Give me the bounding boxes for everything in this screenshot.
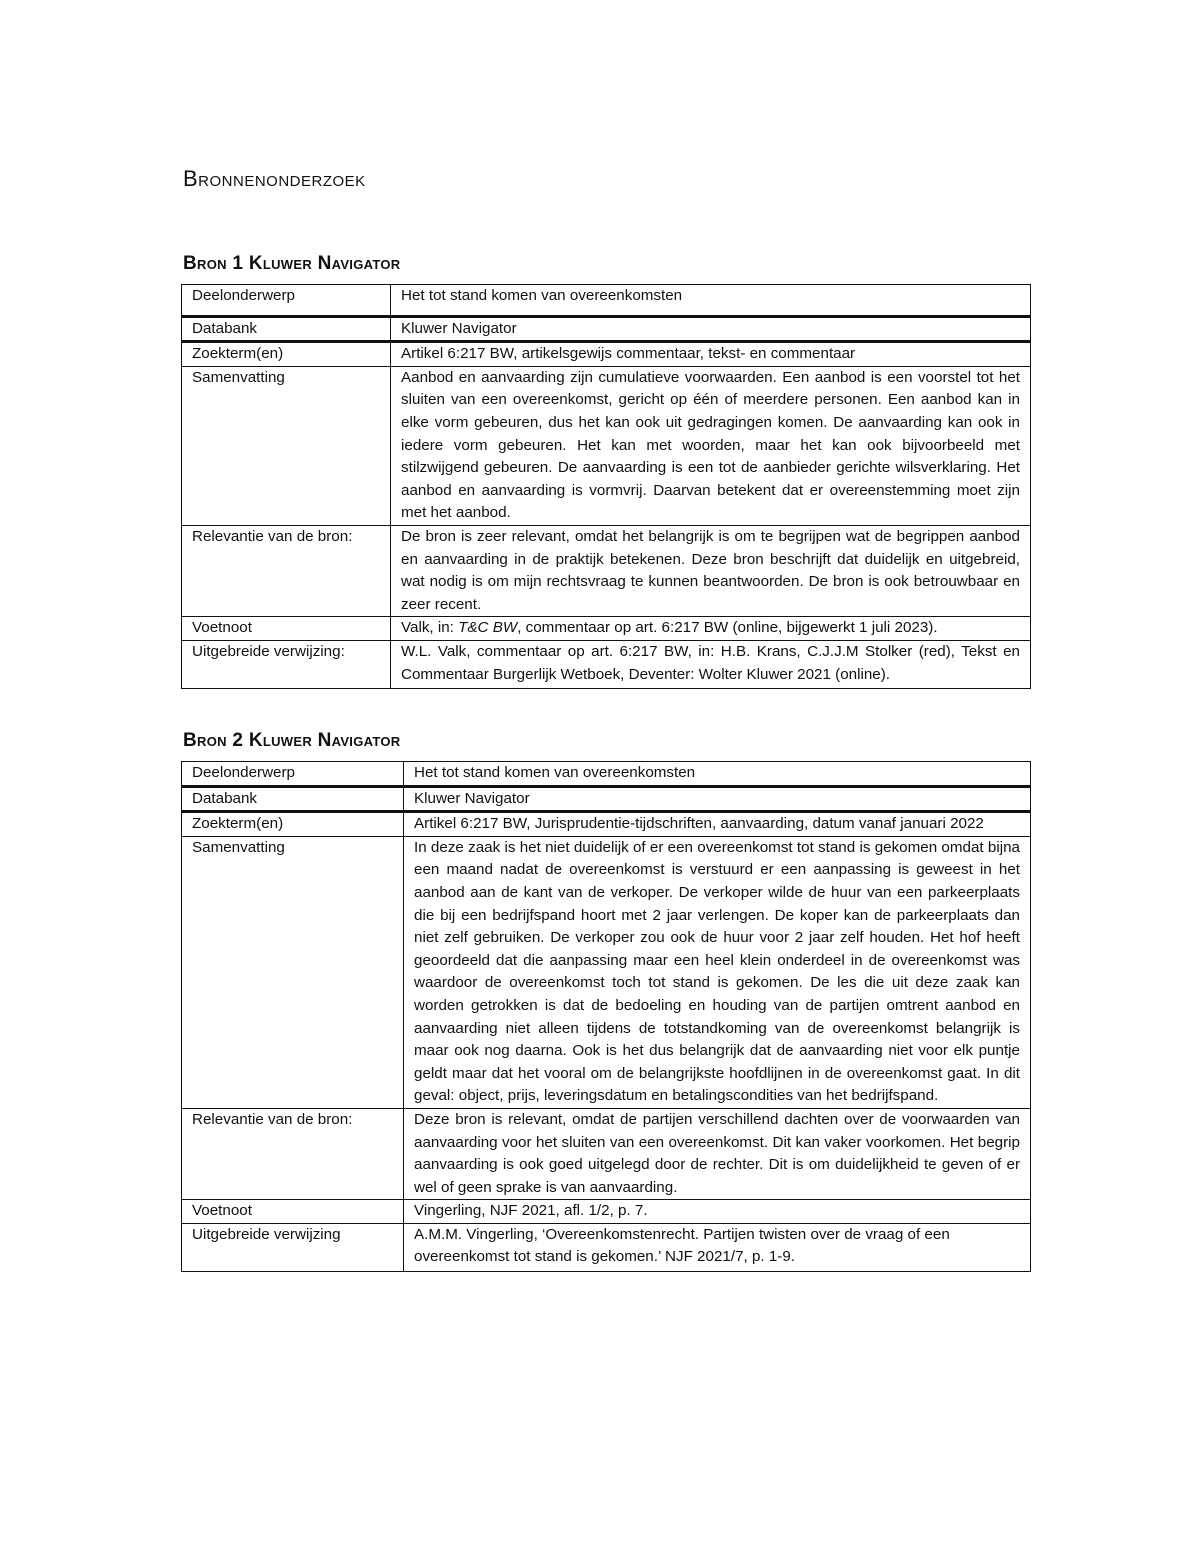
voetnoot-suffix: , commentaar op art. 6:217 BW (online, bijgewerkt 1 juli 2023). bbox=[517, 619, 938, 637]
table-row bbox=[182, 617, 1031, 641]
row-value-deelonderwerp: Het tot stand komen van overeenkomsten bbox=[391, 285, 1031, 317]
voetnoot-prefix: Valk, in: bbox=[401, 619, 459, 637]
table-row bbox=[182, 525, 1031, 616]
row-value-databank: Kluwer Navigator bbox=[391, 316, 1031, 342]
table-row bbox=[182, 762, 1031, 787]
row-value-verwijzing: A.M.M. Vingerling, ‘Overeenkomstenrecht. Partijen twisten over de vraag of een overeenkomst tot stand is gekomen.’ NJF 2021/7, p. 1-9. bbox=[404, 1223, 1031, 1271]
row-value-zoektermen: Artikel 6:217 BW, Jurisprudentie-tijdschriften, aanvaarding, datum vanaf januari 2022 bbox=[404, 812, 1031, 837]
row-label-samenvatting: Samenvatting bbox=[182, 836, 404, 1108]
row-value-samenvatting: In deze zaak is het niet duidelijk of er een overeenkomst tot stand is gekomen omdat bijna een maand nadat de overeenkomst is verstuurd er een aanpassing is geweest in het aanbod aan de kant van de verkoper. De verkoper wilde de huur van een parkeerplaats die bij een bedrijfspand hoort met 2 jaar verlengen. De koper kan de parkeerplaats dan niet zelf gebruiken. De verkoper zou ook de huur voor 2 jaar zelf houden. Het hof heeft geoordeeld dat die aanpassing maar een heel klein onderdeel in de overeenkomst was waardoor de overeenkomst toch tot stand is gekomen. De les die uit deze zaak kan worden getrokken is dat de bedoeling en houding van de partijen omtrent aanbod en aanvaarding niet alleen tijdens de totstandkoming van de overeenkomst belangrijk is maar ook nog daarna. Ook is het dus belangrijk dat de aanvaarding niet voor elk puntje geldt maar dat het vooral om de belangrijkste hoofdlijnen in de overeenkomst gaat. In dit geval: object, prijs, leveringsdatum en betalingscondities van het bedrijfspand. bbox=[404, 836, 1031, 1108]
table-row bbox=[182, 812, 1031, 837]
source-1-table bbox=[181, 284, 1031, 689]
row-label-relevantie: Relevantie van de bron: bbox=[182, 1108, 404, 1199]
table-row bbox=[182, 316, 1031, 342]
row-label-samenvatting: Samenvatting bbox=[182, 366, 391, 525]
row-value-voetnoot bbox=[391, 617, 1031, 641]
row-value-relevantie: Deze bron is relevant, omdat de partijen verschillend dachten over de voorwaarden van aanvaarding voor het sluiten van een overeenkomst. Dit kan vaker voorkomen. Het begrip aanvaarding is ook goed uitgelegd door de rechter. Dit is om duidelijkheid te geven of er wel of geen sprake is van aanvaarding. bbox=[404, 1108, 1031, 1199]
row-value-samenvatting: Aanbod en aanvaarding zijn cumulatieve voorwaarden. Een aanbod is een voorstel tot het sluiten van een overeenkomst, gericht op één of meerdere personen. Een aanbod kan in elke vorm gebeuren, dus het kan ook uit gedragingen komen. De aanvaarding kan ook in iedere vorm gebeuren. Het kan met woorden, maar het kan ook bijvoorbeeld met stilzwijgend gebeuren. De aanvaarding is een tot de aanbieder gerichte wilsverklaring. Het aanbod en aanvaarding is vormvrij. Daarvan betekent dat er overeenstemming moet zijn met het aanbod. bbox=[391, 366, 1031, 525]
row-value-relevantie: De bron is zeer relevant, omdat het belangrijk is om te begrijpen wat de begrippen aanbod en aanvaarding in de praktijk betekenen. Deze bron beschrijft dat duidelijk en uitgebreid, wat nodig is om mijn rechtsvraag te kunnen beantwoorden. De bron is ook betrouwbaar en zeer recent. bbox=[391, 525, 1031, 616]
row-label-zoektermen: Zoekterm(en) bbox=[182, 342, 391, 367]
table-row bbox=[182, 285, 1031, 317]
source-1-heading: Bron 1 Kluwer Navigator bbox=[183, 253, 401, 274]
row-label-verwijzing: Uitgebreide verwijzing: bbox=[182, 640, 391, 688]
row-label-databank: Databank bbox=[182, 316, 391, 342]
row-label-zoektermen: Zoekterm(en) bbox=[182, 812, 404, 837]
table-row bbox=[182, 836, 1031, 1108]
table-row bbox=[182, 1108, 1031, 1199]
row-label-verwijzing: Uitgebreide verwijzing bbox=[182, 1223, 404, 1271]
row-label-databank: Databank bbox=[182, 786, 404, 812]
table-row bbox=[182, 1200, 1031, 1224]
row-value-verwijzing: W.L. Valk, commentaar op art. 6:217 BW, in: H.B. Krans, C.J.J.M Stolker (red), Tekst en Commentaar Burgerlijk Wetboek, Deventer: Wolter Kluwer 2021 (online). bbox=[391, 640, 1031, 688]
table-row bbox=[182, 342, 1031, 367]
row-label-voetnoot: Voetnoot bbox=[182, 1200, 404, 1224]
row-label-voetnoot: Voetnoot bbox=[182, 617, 391, 641]
row-value-voetnoot: Vingerling, NJF 2021, afl. 1/2, p. 7. bbox=[404, 1200, 1031, 1224]
voetnoot-italic: T&C BW bbox=[458, 619, 518, 637]
row-label-deelonderwerp: Deelonderwerp bbox=[182, 762, 404, 787]
source-2-table bbox=[181, 761, 1031, 1272]
row-label-relevantie: Relevantie van de bron: bbox=[182, 525, 391, 616]
row-value-zoektermen: Artikel 6:217 BW, artikelsgewijs commentaar, tekst- en commentaar bbox=[391, 342, 1031, 367]
row-label-deelonderwerp: Deelonderwerp bbox=[182, 285, 391, 317]
table-row bbox=[182, 640, 1031, 688]
table-row bbox=[182, 1223, 1031, 1271]
table-row bbox=[182, 366, 1031, 525]
row-value-deelonderwerp: Het tot stand komen van overeenkomsten bbox=[404, 762, 1031, 787]
source-2-heading: Bron 2 Kluwer Navigator bbox=[183, 730, 401, 751]
table-row bbox=[182, 786, 1031, 812]
row-value-databank: Kluwer Navigator bbox=[404, 786, 1031, 812]
page-title: Bronnenonderzoek bbox=[183, 166, 366, 191]
